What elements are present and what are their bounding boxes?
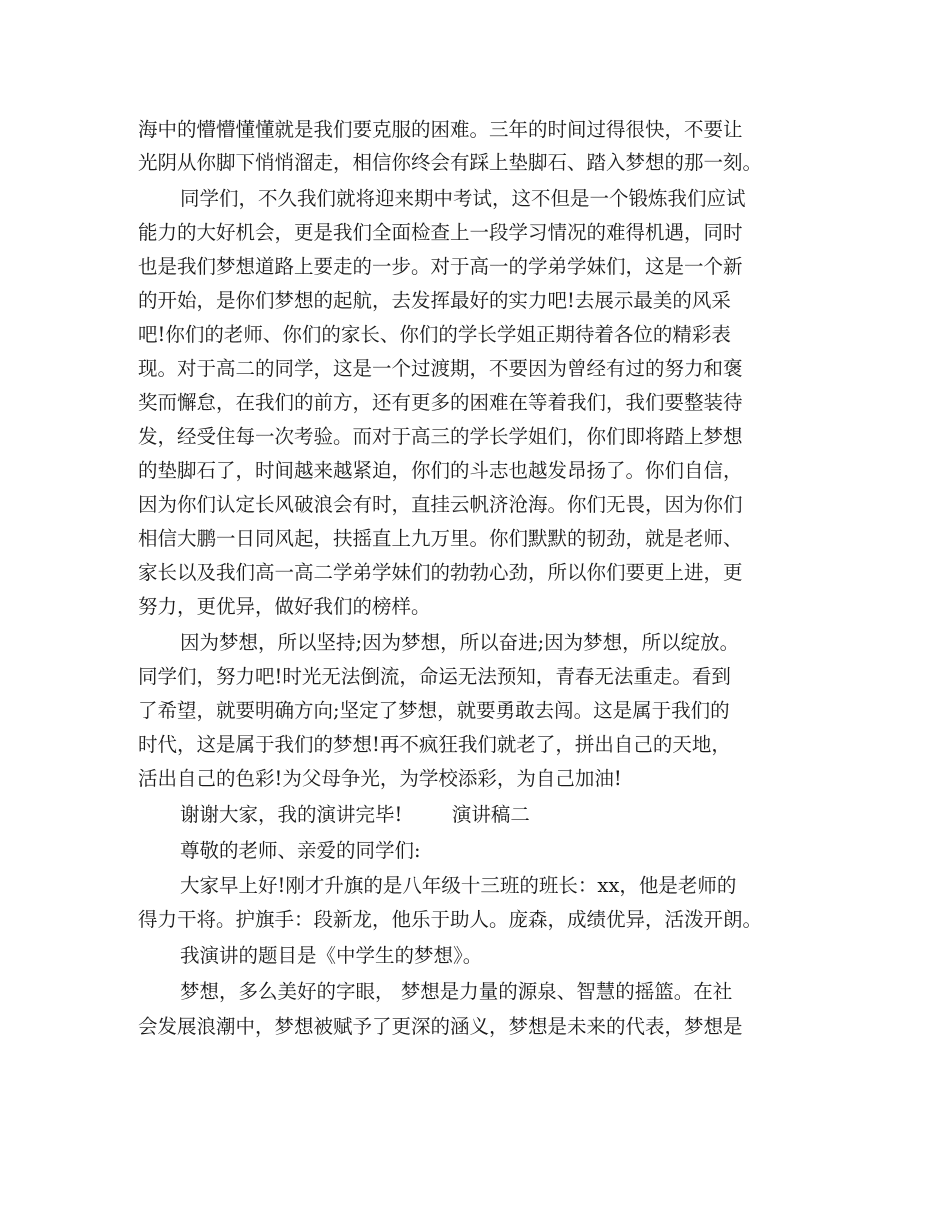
text-line: 现。对于高二的同学，这是一个过渡期，不要因为曾经有过的努力和褒 [138, 357, 743, 380]
text-line: 发，经受住每一次考验。而对于高三的学长学姐们，你们即将踏上梦想 [138, 425, 743, 448]
text-line: 活出自己的色彩!为父母争光，为学校添彩，为自己加油! [138, 767, 622, 790]
text-line: 的开始，是你们梦想的起航，去发挥最好的实力吧!去展示最美的风采 [138, 289, 731, 312]
paragraph-start-line: 因为梦想，所以坚持;因为梦想，所以奋进;因为梦想，所以绽放。 [180, 631, 740, 654]
text-line: 家长以及我们高一高二学弟学妹们的勃勃心劲，所以你们要更上进，更 [138, 561, 743, 584]
salutation-line: 尊敬的老师、亲爱的同学们: [180, 839, 421, 862]
text-line: 同学们，努力吧!时光无法倒流，命运无法预知，青春无法重走。看到 [138, 665, 731, 688]
paragraph-start-line: 我演讲的题目是《中学生的梦想》。 [180, 944, 483, 967]
text-line: 海中的懵懵懂懂就是我们要克服的困难。三年的时间过得很快，不要让 [138, 118, 743, 141]
text-line: 了希望，就要明确方向;坚定了梦想，就要勇敢去闯。这是属于我们的 [138, 699, 730, 722]
text-line: 因为你们认定长风破浪会有时，直挂云帆济沧海。你们无畏，因为你们 [138, 493, 743, 516]
text-line: 努力，更优异，做好我们的榜样。 [138, 595, 431, 618]
text-line: 奖而懈怠，在我们的前方，还有更多的困难在等着我们，我们要整装待 [138, 391, 743, 414]
paragraph-start-line: 梦想，多么美好的字眼， 梦想是力量的源泉、智慧的摇篮。在社 [180, 980, 733, 1003]
text-line: 时代，这是属于我们的梦想!再不疯狂我们就老了，拼出自己的天地， [138, 733, 731, 756]
text-line: 能力的大好机会，更是我们全面检查上一段学习情况的难得机遇，同时 [138, 221, 743, 244]
text-line: 相信大鹏一日同风起，扶摇直上九万里。你们默默的韧劲，就是老师、 [138, 527, 743, 550]
text-line: 吧!你们的老师、你们的家长、你们的学长学姐正期待着各位的精彩表 [138, 323, 731, 346]
text-line: 得力干将。护旗手：段新龙，他乐于助人。庞森，成绩优异，活泼开朗。 [138, 908, 763, 931]
text-line: 的垫脚石了，时间越来越紧迫，你们的斗志也越发昂扬了。你们自信， [138, 459, 743, 482]
closing-line: 谢谢大家，我的演讲完毕! 演讲稿二 [180, 803, 530, 826]
paragraph-start-line: 大家早上好!刚才升旗的是八年级十三班的班长：xx，他是老师的 [180, 874, 737, 897]
text-line: 也是我们梦想道路上要走的一步。对于高一的学弟学妹们，这是一个新 [138, 255, 743, 278]
text-line: 光阴从你脚下悄悄溜走，相信你终会有踩上垫脚石、踏入梦想的那一刻。 [138, 151, 763, 174]
paragraph-start-line: 同学们，不久我们就将迎来期中考试，这不但是一个锻炼我们应试 [180, 187, 746, 210]
text-line: 会发展浪潮中，梦想被赋予了更深的涵义，梦想是未来的代表，梦想是 [138, 1015, 743, 1038]
